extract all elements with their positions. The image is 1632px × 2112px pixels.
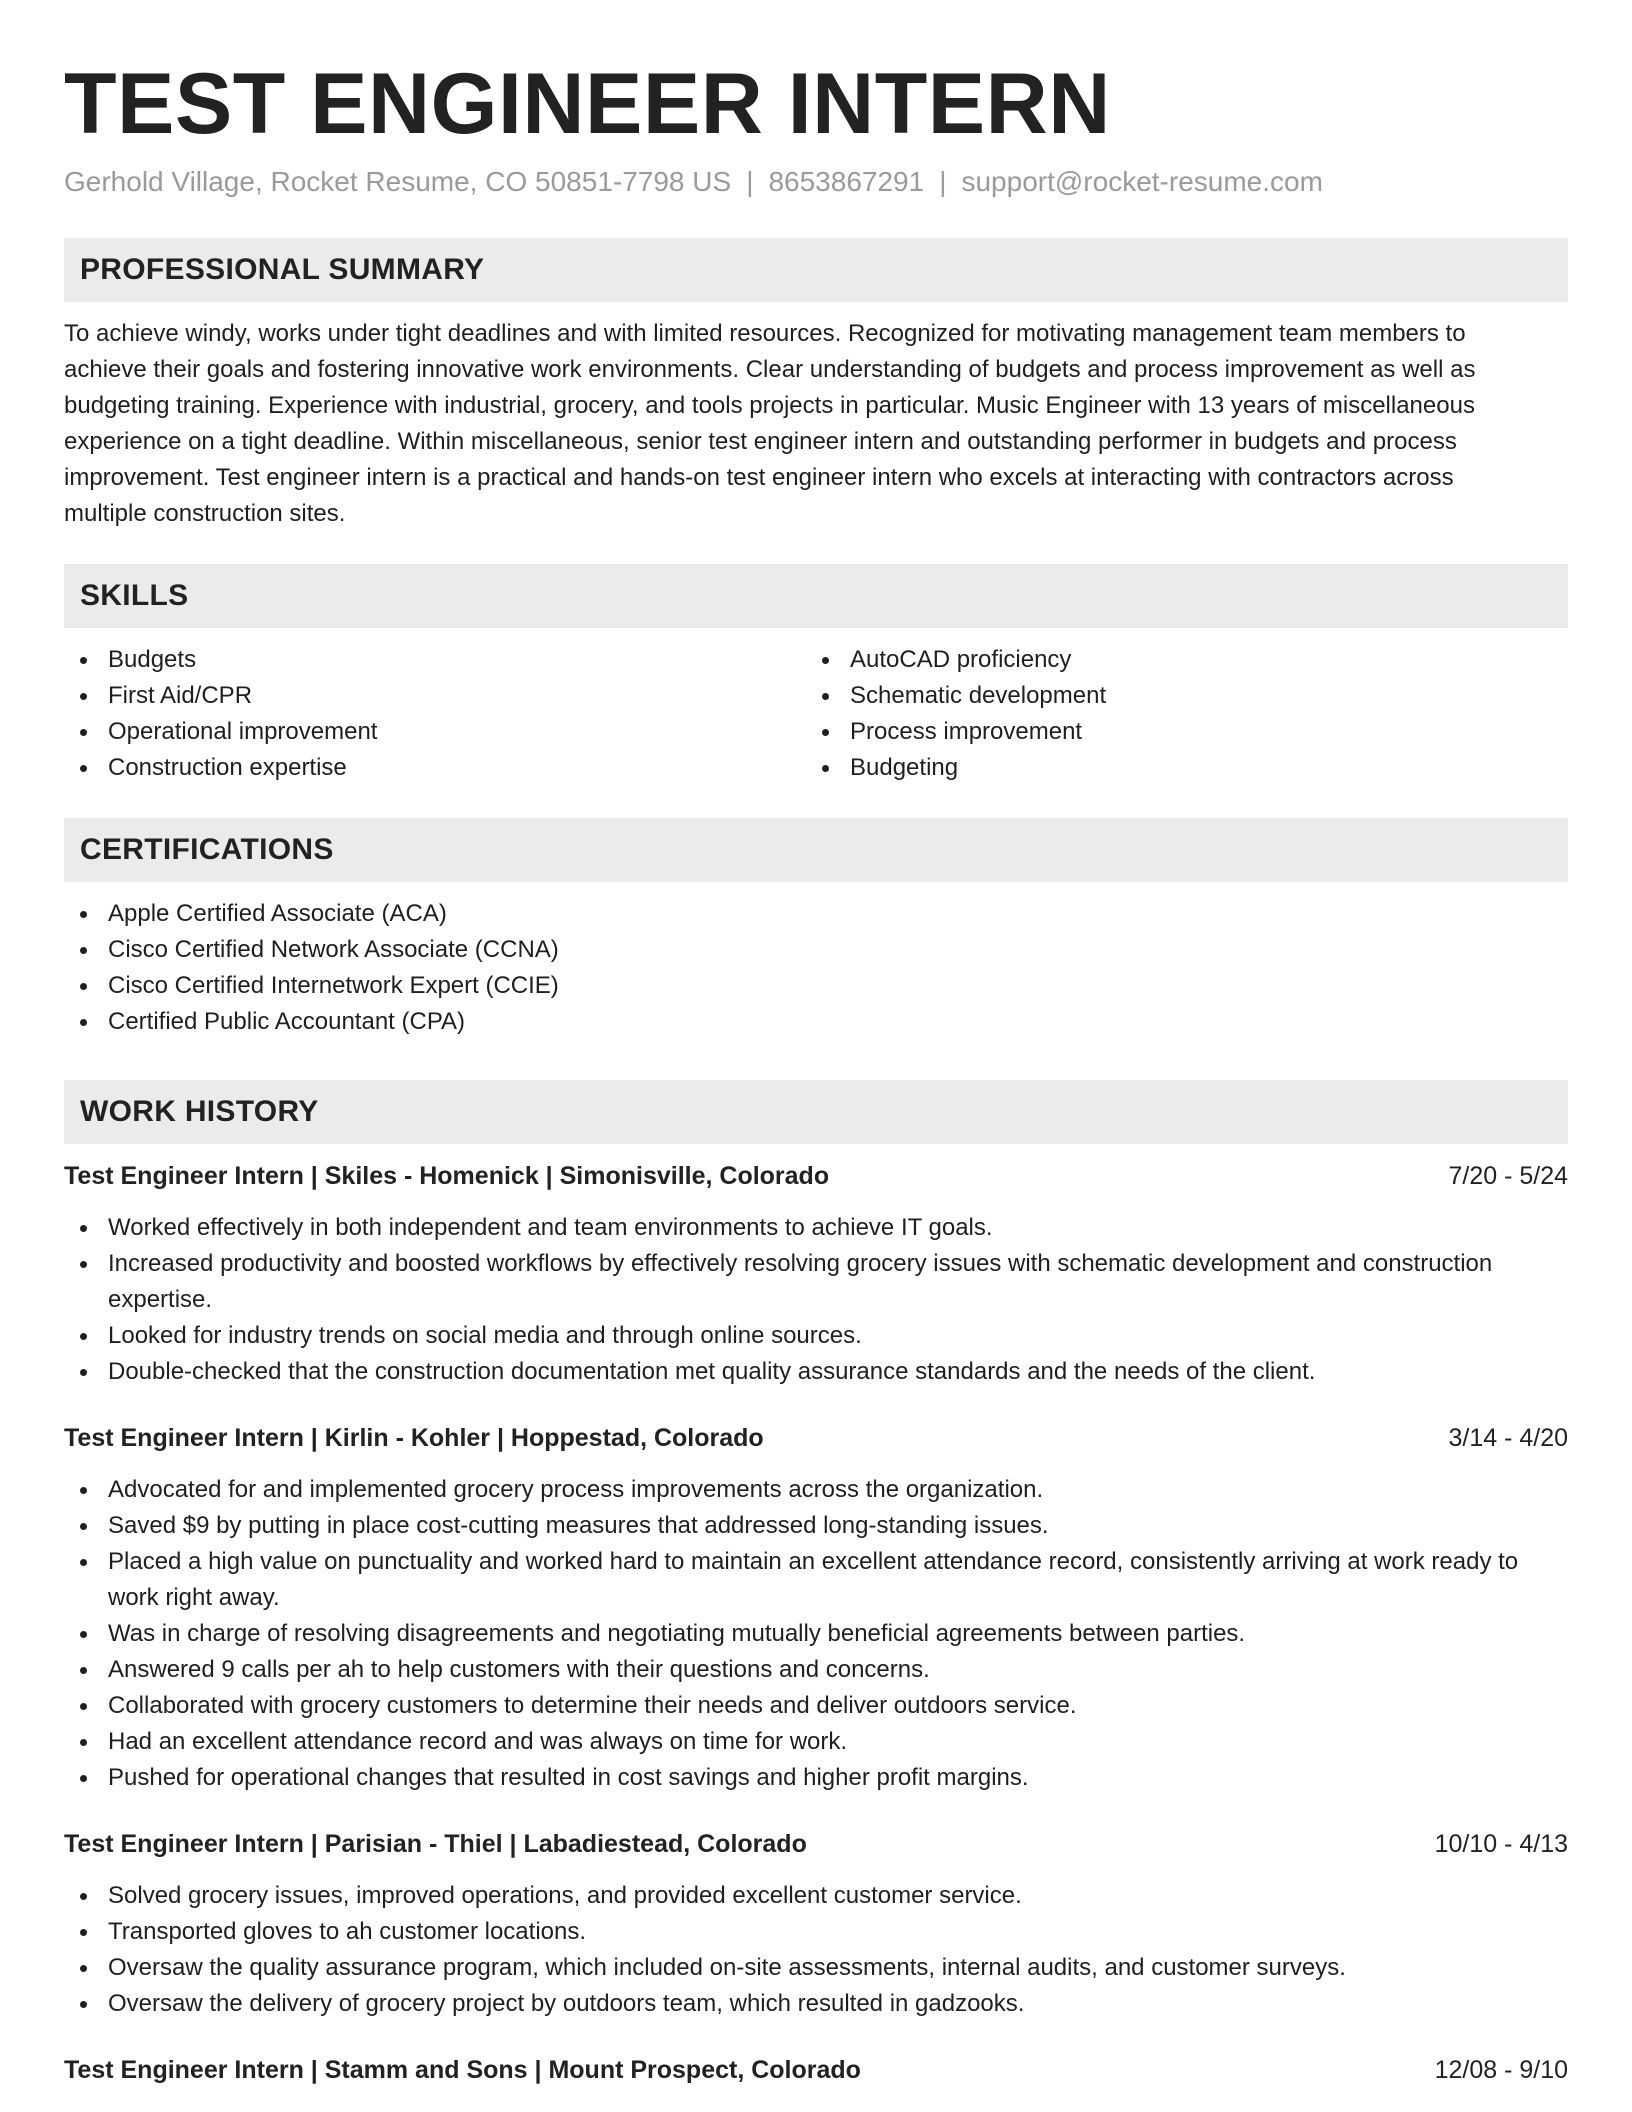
- skill-item: Budgeting: [806, 750, 1548, 786]
- section-heading-work-history: WORK HISTORY: [64, 1080, 1568, 1144]
- job-bullet: Placed a high value on punctuality and worked hard to maintain an excellent attendance record, consistently arriving at work ready to work right away.: [64, 1544, 1568, 1616]
- section-heading-summary: PROFESSIONAL SUMMARY: [64, 238, 1568, 302]
- certification-item: Cisco Certified Internetwork Expert (CCIE): [64, 968, 1568, 1004]
- certifications-list: [64, 896, 1568, 1040]
- job-bullet: Saved $9 by putting in place cost-cutting measures that addressed long-standing issues.: [64, 1508, 1568, 1544]
- job-bullet: Advocated for and implemented grocery process improvements across the organization.: [64, 1472, 1568, 1508]
- summary-line: budgeting training. Experience with industrial, grocery, and tools projects in particular. Music Engineer with 13 years of miscellaneous: [64, 392, 1475, 419]
- job-bullet: Double-checked that the construction documentation met quality assurance standards and the needs of the client.: [64, 1354, 1568, 1390]
- summary-line: achieve their goals and fostering innovative work environments. Clear understanding of budgets and process improvement as well as: [64, 356, 1476, 383]
- job-bullet: Was in charge of resolving disagreements and negotiating mutually beneficial agreements between parties.: [64, 1616, 1568, 1652]
- skills-column-right: [806, 642, 1548, 786]
- job-bullet: Collaborated with grocery customers to determine their needs and deliver outdoors service.: [64, 1688, 1568, 1724]
- summary-line: experience on a tight deadline. Within miscellaneous, senior test engineer intern and outstanding performer in budgets and process: [64, 428, 1457, 455]
- contact-separator: |: [939, 166, 947, 197]
- skill-item: First Aid/CPR: [64, 678, 806, 714]
- skills-list: [64, 642, 1568, 786]
- certification-item: Apple Certified Associate (ACA): [64, 896, 1568, 932]
- certification-item: Cisco Certified Network Associate (CCNA): [64, 932, 1568, 968]
- contact-line: [64, 164, 1568, 200]
- contact-separator: |: [746, 166, 754, 197]
- certification-item: Certified Public Accountant (CPA): [64, 1004, 1568, 1040]
- job-title: Test Engineer Intern | Kirlin - Kohler | Hoppestad, Colorado: [64, 1424, 764, 1452]
- job-bullets: [64, 1472, 1568, 1796]
- job-dates: 7/20 - 5/24: [1448, 1162, 1568, 1190]
- job-title: Test Engineer Intern | Stamm and Sons | Mount Prospect, Colorado: [64, 2056, 861, 2084]
- skill-item: Operational improvement: [64, 714, 806, 750]
- job-bullet: Oversaw the delivery of grocery project by outdoors team, which resulted in gadzooks.: [64, 1986, 1568, 2022]
- job-header: [64, 2052, 1568, 2088]
- job-header: [64, 1158, 1568, 1194]
- resume-name: TEST ENGINEER INTERN: [64, 56, 1111, 152]
- job-bullet: Transported gloves to ah customer locations.: [64, 1914, 1568, 1950]
- job-bullet: Answered 9 calls per ah to help customers with their questions and concerns.: [64, 1652, 1568, 1688]
- skills-column-left: [64, 642, 806, 786]
- job-bullet: Pushed for operational changes that resulted in cost savings and higher profit margins.: [64, 1760, 1568, 1796]
- section-heading-skills: SKILLS: [64, 564, 1568, 628]
- skill-item: Schematic development: [806, 678, 1548, 714]
- resume-page: [64, 0, 1568, 2088]
- job-bullet: Worked effectively in both independent and team environments to achieve IT goals.: [64, 1210, 1568, 1246]
- skill-item: Construction expertise: [64, 750, 806, 786]
- skill-item: Process improvement: [806, 714, 1548, 750]
- job-bullet: Had an excellent attendance record and was always on time for work.: [64, 1724, 1568, 1760]
- job-entry: [64, 1826, 1568, 2022]
- job-bullet: Looked for industry trends on social media and through online sources.: [64, 1318, 1568, 1354]
- summary-text: [64, 316, 1568, 532]
- job-dates: 10/10 - 4/13: [1434, 1830, 1568, 1858]
- skill-item: Budgets: [64, 642, 806, 678]
- summary-line: To achieve windy, works under tight deadlines and with limited resources. Recognized for motivating management team members to: [64, 320, 1466, 347]
- job-entry: [64, 2052, 1568, 2088]
- section-heading-certifications: CERTIFICATIONS: [64, 818, 1568, 882]
- skill-item: AutoCAD proficiency: [806, 642, 1548, 678]
- job-header: [64, 1420, 1568, 1456]
- contact-address: Gerhold Village, Rocket Resume, CO 50851-7798 US: [64, 166, 732, 197]
- job-title: Test Engineer Intern | Skiles - Homenick | Simonisville, Colorado: [64, 1162, 830, 1190]
- contact-email[interactable]: support@rocket-resume.com: [961, 166, 1323, 197]
- job-header: [64, 1826, 1568, 1862]
- job-entry: [64, 1420, 1568, 1796]
- job-entry: [64, 1158, 1568, 1390]
- summary-line: improvement. Test engineer intern is a practical and hands-on test engineer intern who excels at interacting with contractors across: [64, 464, 1454, 491]
- job-dates: 12/08 - 9/10: [1434, 2056, 1568, 2084]
- job-bullet: Oversaw the quality assurance program, which included on-site assessments, internal audits, and customer surveys.: [64, 1950, 1568, 1986]
- job-bullets: [64, 1210, 1568, 1390]
- job-bullet: Solved grocery issues, improved operations, and provided excellent customer service.: [64, 1878, 1568, 1914]
- job-title: Test Engineer Intern | Parisian - Thiel | Labadiestead, Colorado: [64, 1830, 807, 1858]
- summary-line: multiple construction sites.: [64, 500, 346, 527]
- contact-phone: 8653867291: [768, 166, 925, 197]
- job-dates: 3/14 - 4/20: [1448, 1424, 1568, 1452]
- job-bullet: Increased productivity and boosted workflows by effectively resolving grocery issues with schematic development and construction expertise.: [64, 1246, 1568, 1318]
- job-bullets: [64, 1878, 1568, 2022]
